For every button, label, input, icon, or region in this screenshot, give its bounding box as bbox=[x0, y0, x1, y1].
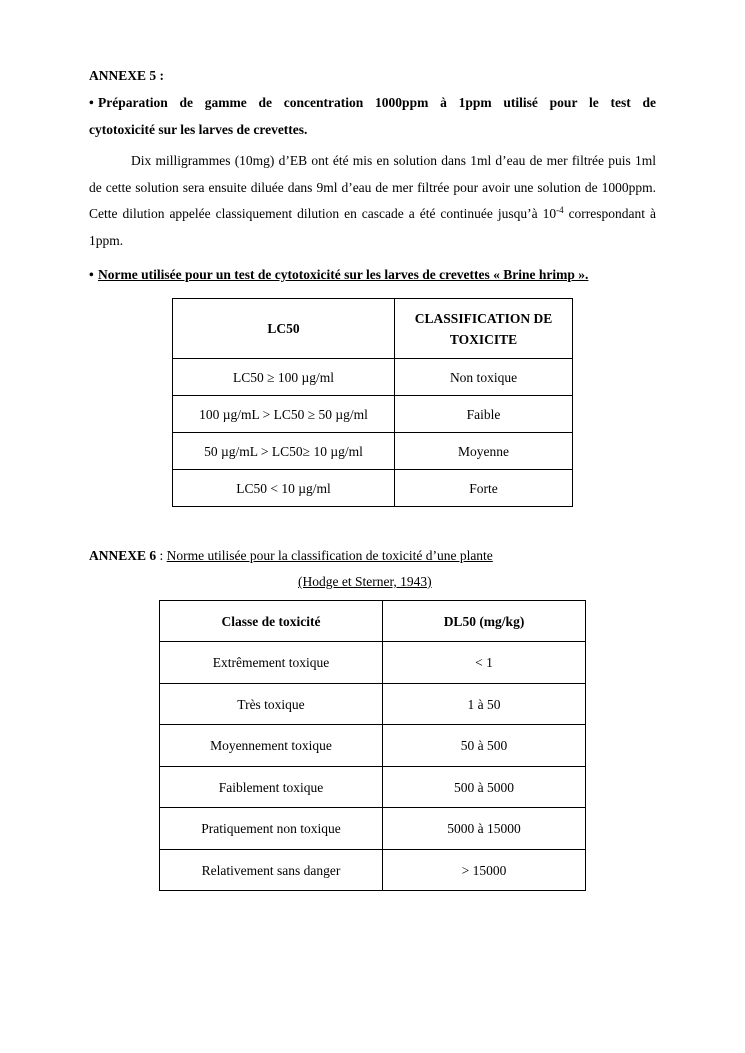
annexe6-separator: : bbox=[156, 548, 167, 563]
table-cell: Extrêmement toxique bbox=[160, 642, 383, 684]
annexe6-title: ANNEXE 6 bbox=[89, 548, 157, 563]
table-cell: Non toxique bbox=[395, 359, 573, 396]
table-cell: 5000 à 15000 bbox=[383, 808, 586, 850]
table-row bbox=[173, 359, 573, 396]
table-cell: 1 à 50 bbox=[383, 684, 586, 725]
table-row bbox=[160, 808, 586, 850]
annexe6-reference: (Hodge et Sterner, 1943) bbox=[298, 574, 432, 589]
table-row bbox=[160, 850, 586, 891]
table-cell: Moyennement toxique bbox=[160, 725, 383, 767]
annexe5-bullet2 bbox=[89, 265, 588, 285]
table-cell: LC50 ≥ 100 µg/ml bbox=[173, 359, 395, 396]
table-header-cell: CLASSIFICATION DE TOXICITE bbox=[395, 299, 573, 359]
table-cell: < 1 bbox=[383, 642, 586, 684]
table-cell: Relativement sans danger bbox=[160, 850, 383, 891]
table-cell: > 15000 bbox=[383, 850, 586, 891]
annexe5-paragraph bbox=[89, 148, 656, 254]
table-header-row bbox=[173, 299, 573, 359]
dl50-table bbox=[159, 600, 586, 891]
bullet1-line2: cytotoxicité sur les larves de crevettes. bbox=[89, 121, 308, 137]
bullet1-line1: Préparation de gamme de concentration 1000ppm à 1ppm utilisé pour le test de bbox=[98, 95, 656, 110]
table-cell: 100 µg/mL > LC50 ≥ 50 µg/ml bbox=[173, 396, 395, 433]
table-cell: Faiblement toxique bbox=[160, 767, 383, 808]
table-cell: Forte bbox=[395, 470, 573, 507]
table-row bbox=[173, 470, 573, 507]
annexe5-title: ANNEXE 5 : bbox=[89, 68, 165, 83]
table-header-cell: DL50 (mg/kg) bbox=[383, 601, 586, 642]
bullet-icon: • bbox=[89, 267, 94, 282]
annexe5-bullet1 bbox=[89, 90, 656, 143]
table-header-row bbox=[160, 601, 586, 642]
paragraph-text: Dix milligrammes (10mg) d’EB ont été mis en solution dans 1ml d’eau de mer filtrée puis 1ml de cette solution sera ensuite diluée dans 9ml d’eau de mer filtrée pour avoir une solution de 1000ppm. Cette dilution appelée classiquement dilution en cascade a été continuée jusqu’à 10 bbox=[89, 153, 656, 221]
table-row bbox=[173, 396, 573, 433]
table-cell: 50 µg/mL > LC50≥ 10 µg/ml bbox=[173, 433, 395, 470]
table-row bbox=[160, 642, 586, 684]
annexe6-heading bbox=[89, 546, 493, 566]
table-header-cell: Classe de toxicité bbox=[160, 601, 383, 642]
table-cell: 500 à 5000 bbox=[383, 767, 586, 808]
table-row bbox=[160, 767, 586, 808]
paragraph-exponent: -4 bbox=[556, 205, 564, 215]
paragraph-text-end: correspondant à 1ppm. bbox=[89, 206, 657, 248]
table-cell: 50 à 500 bbox=[383, 725, 586, 767]
table-row bbox=[160, 684, 586, 725]
table-header-cell: LC50 bbox=[173, 299, 395, 359]
lc50-table bbox=[172, 298, 573, 507]
bullet-icon: • bbox=[89, 95, 94, 110]
table-row bbox=[173, 433, 573, 470]
annexe6-subtitle: Norme utilisée pour la classification de toxicité d’une plante bbox=[166, 548, 493, 563]
table-cell: Faible bbox=[395, 396, 573, 433]
table-row bbox=[160, 725, 586, 767]
bullet2-text: Norme utilisée pour un test de cytotoxicité sur les larves de crevettes « Brine hrimp ». bbox=[98, 267, 589, 282]
table-cell: Très toxique bbox=[160, 684, 383, 725]
table-cell: Pratiquement non toxique bbox=[160, 808, 383, 850]
table-cell: LC50 < 10 µg/ml bbox=[173, 470, 395, 507]
table-cell: Moyenne bbox=[395, 433, 573, 470]
